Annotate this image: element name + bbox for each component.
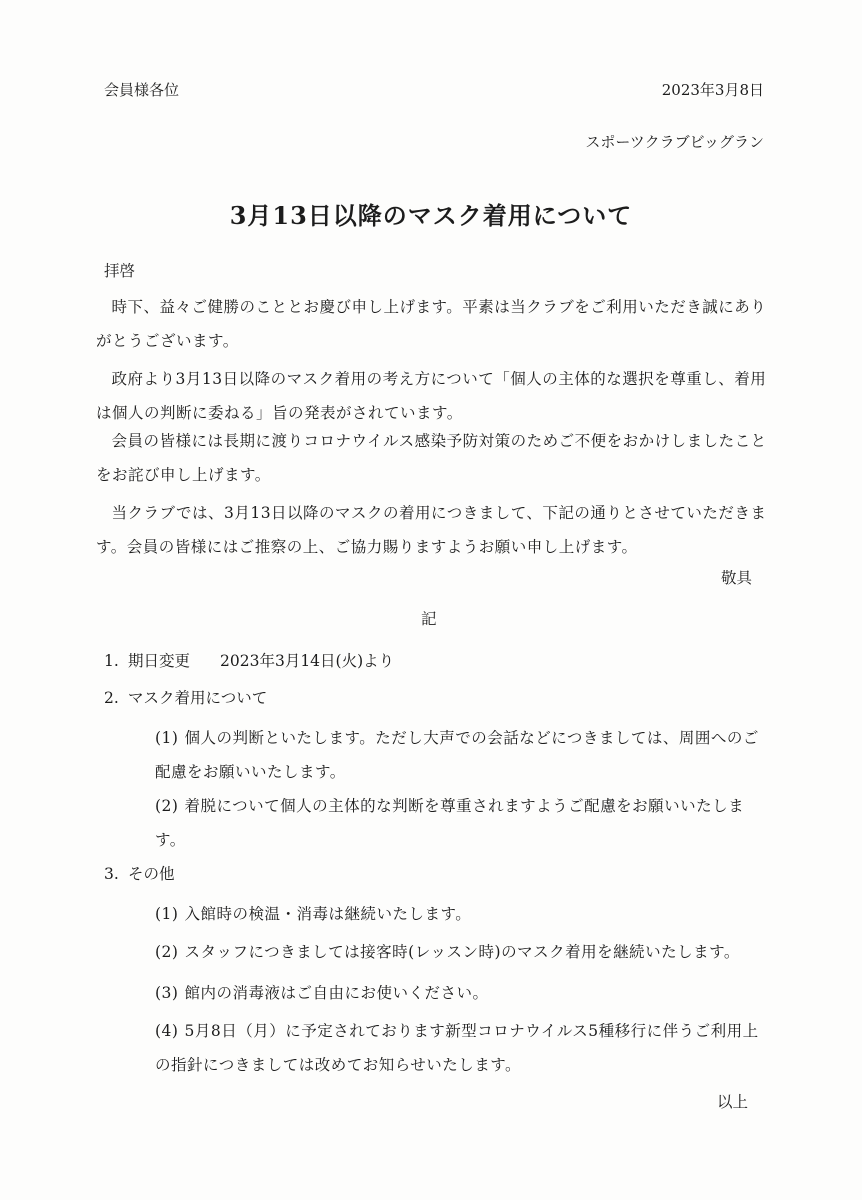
- document-title: 3月13日以降のマスク着用について: [229, 201, 633, 230]
- item-3-sub-2-text: スタッフにつきましては接客時(レッスン時)のマスク着用を継続いたします。: [184, 943, 740, 961]
- item-3-number: 3.: [104, 865, 119, 883]
- item-3-sub-4-marker: (4): [155, 1022, 179, 1040]
- item-3-sub-2-marker: (2): [155, 943, 179, 961]
- item-1: [104, 649, 394, 671]
- item-3-sub-4-text: 5月8日（月）に予定されております新型コロナウイルス5種移行に伴うご利用上の指針につきましては改めてお知らせいたします。: [155, 1022, 759, 1074]
- item-3-label: その他: [128, 865, 175, 883]
- item-2: [104, 686, 267, 708]
- issue-date: 2023年3月8日: [661, 81, 764, 99]
- item-2-sub-2-text: 着脱について個人の主体的な判断を尊重されますようご配慮をお願いいたします。: [155, 797, 745, 849]
- item-3-sub-2: [155, 935, 768, 969]
- recipient: 会員様各位: [104, 81, 180, 99]
- item-3-sub-4: [155, 1014, 768, 1082]
- opening-salutation: 拝啓: [104, 262, 136, 280]
- item-1-number: 1.: [104, 652, 119, 670]
- ki-heading: 記: [421, 610, 437, 628]
- item-1-label: 期日変更: [128, 652, 191, 670]
- item-2-sub-1-marker: (1): [155, 729, 179, 747]
- item-1-detail: 2023年3月14日(火)より: [220, 652, 395, 670]
- paragraph-government-policy: 政府より3月13日以降のマスク着用の考え方について「個人の主体的な選択を尊重し、着用は個人の判断に委ねる」旨の発表がされています。: [96, 370, 767, 422]
- item-3: [104, 862, 175, 884]
- item-3-sub-1: [155, 897, 768, 931]
- item-3-sub-3-marker: (3): [155, 984, 179, 1002]
- paragraph-apology: 会員の皆様には長期に渡りコロナウイルス感染予防対策のためご不便をおかけしましたことをお詫び申し上げます。: [96, 432, 767, 484]
- item-2-sub-1-text: 個人の判断といたします。ただし大声での会話などにつきましては、周囲へのご配慮をお願いいたします。: [155, 729, 759, 781]
- paragraph-greeting: 時下、益々ご健勝のこととお慶び申し上げます。平素は当クラブをご利用いただき誠にありがとうございます。: [96, 298, 767, 350]
- item-3-sub-3-text: 館内の消毒液はご自由にお使いください。: [184, 984, 489, 1002]
- closing-keigu: 敬具: [720, 569, 752, 587]
- item-2-sub-2-marker: (2): [155, 797, 179, 815]
- item-3-sub-1-text: 入館時の検温・消毒は継続いたします。: [184, 905, 472, 923]
- sender-name: スポーツクラブビッグラン: [585, 133, 764, 151]
- item-2-sub-1: [155, 721, 768, 789]
- item-2-number: 2.: [104, 689, 119, 707]
- item-2-label: マスク着用について: [128, 689, 268, 707]
- closing-ijou: 以上: [716, 1093, 748, 1111]
- paragraph-club-policy: 当クラブでは、3月13日以降のマスクの着用につきまして、下記の通りとさせていただきます。会員の皆様にはご推察の上、ご協力賜りますようお願い申し上げます。: [96, 504, 767, 556]
- item-2-sub-2: [155, 789, 768, 857]
- item-3-sub-1-marker: (1): [155, 905, 179, 923]
- item-3-sub-3: [155, 976, 768, 1010]
